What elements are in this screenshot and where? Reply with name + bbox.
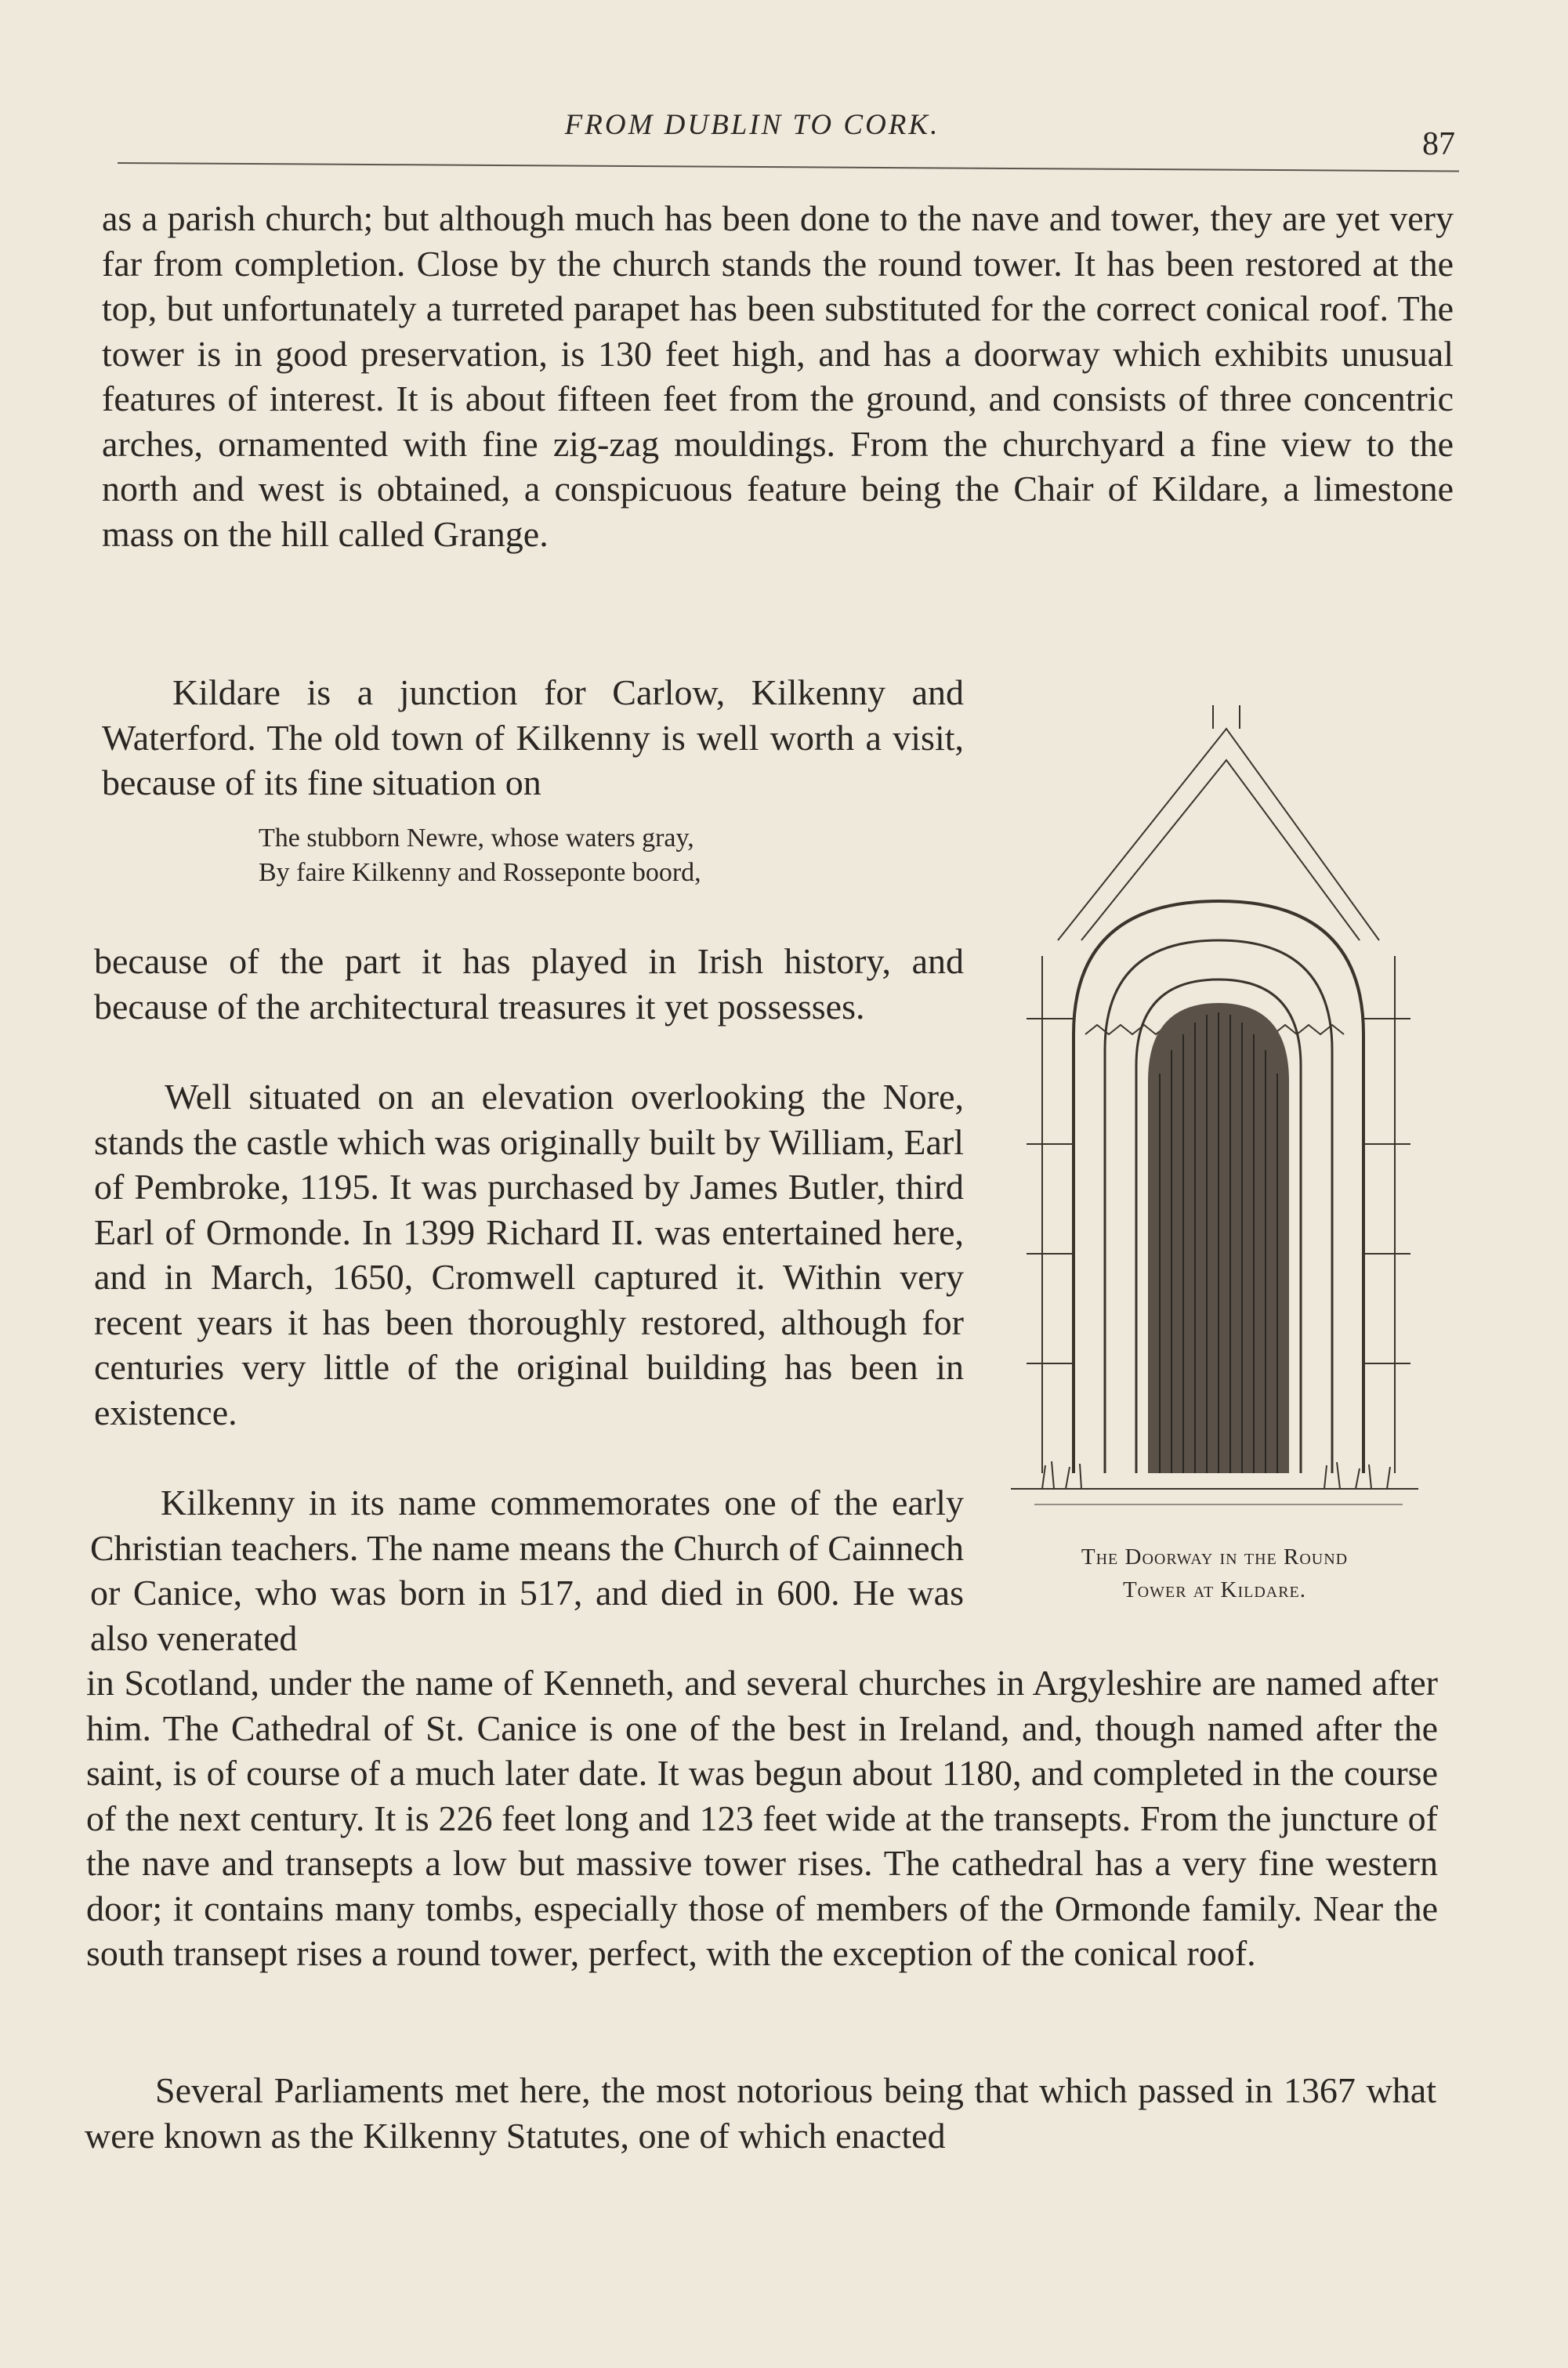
paragraph-2: Kildare is a junction for Carlow, Kilkenny and Waterford. The old town of Kilkenny is well worth a visit, because of its fine situation on (102, 672, 964, 802)
verse-line-1: The stubborn Newre, whose waters gray, (259, 824, 694, 853)
caption-line-1: The Doorway in the Round (1081, 1544, 1349, 1570)
paragraph-3: because of the part it has played in Irish history, and because of the architectural treasures it yet possesses. (94, 941, 964, 1026)
paragraph-6: Several Parliaments met here, the most notorious being that which passed in 1367 what were known as the Kilkenny Statutes, one of which enacted (85, 2070, 1436, 2156)
paragraph-1: as a parish church; but although much has been done to the nave and tower, they are yet very far from completion. Close by the church stands the round tower. It has been restored at the top, but unfortunately a turreted parapet has been substituted for the correct conical roof. The tower is in good preservation, is 130 feet high, and has a doorway which exhibits unusual features of interest. It is about fifteen feet from the ground, and consists of three concentric arches, ornamented with fine zig-zag mouldings. From the churchyard a fine view to the north and west is obtained, a conspicuous feature being the Chair of Kildare, a limestone mass on the hill called Grange. (102, 198, 1454, 554)
paragraph-5b: in Scotland, under the name of Kenneth, and several churches in Argyleshire are named after him. The Cathedral of St. Canice is one of the best in Ireland, and, though named after the saint, is of course of a much later date. It was begun about 1180, and completed in the course of the next century. It is 226 feet long and 123 feet wide at the transepts. From the juncture of the nave and transepts a low but massive tower rises. The cathedral has a very fine western door; it contains many tombs, especially those of members of the Ormonde family. Near the south transept rises a round tower, perfect, with the exception of the conical roof. (86, 1663, 1438, 1973)
caption-line-2: Tower at Kildare. (1122, 1577, 1307, 1602)
paragraph-4: Well situated on an elevation overlooking the Nore, stands the castle which was originally built by William, Earl of Pembroke, 1195. It was purchased by James Butler, third Earl of Ormonde. In 1399 Richard II. was entertained here, and in March, 1650, Cromwell captured it. Within very recent years it has been thoroughly restored, although for centuries very little of the original building has been in existence. (94, 1077, 964, 1432)
page-number: 87 (1422, 126, 1455, 162)
verse-quotation (259, 821, 925, 890)
running-title: FROM DUBLIN TO CORK. (564, 109, 940, 141)
paragraph-5a: Kilkenny in its name commemorates one of the early Christian teachers. The name means the Church of Cainnech or Canice, who was born in 517, and died in 600. He was also venerated (90, 1483, 964, 1658)
verse-line-2: By faire Kilkenny and Rosseponte boord, (259, 858, 701, 887)
figure-caption (1011, 1541, 1418, 1606)
header-rule (118, 162, 1459, 172)
doorway-illustration (1011, 705, 1418, 1520)
